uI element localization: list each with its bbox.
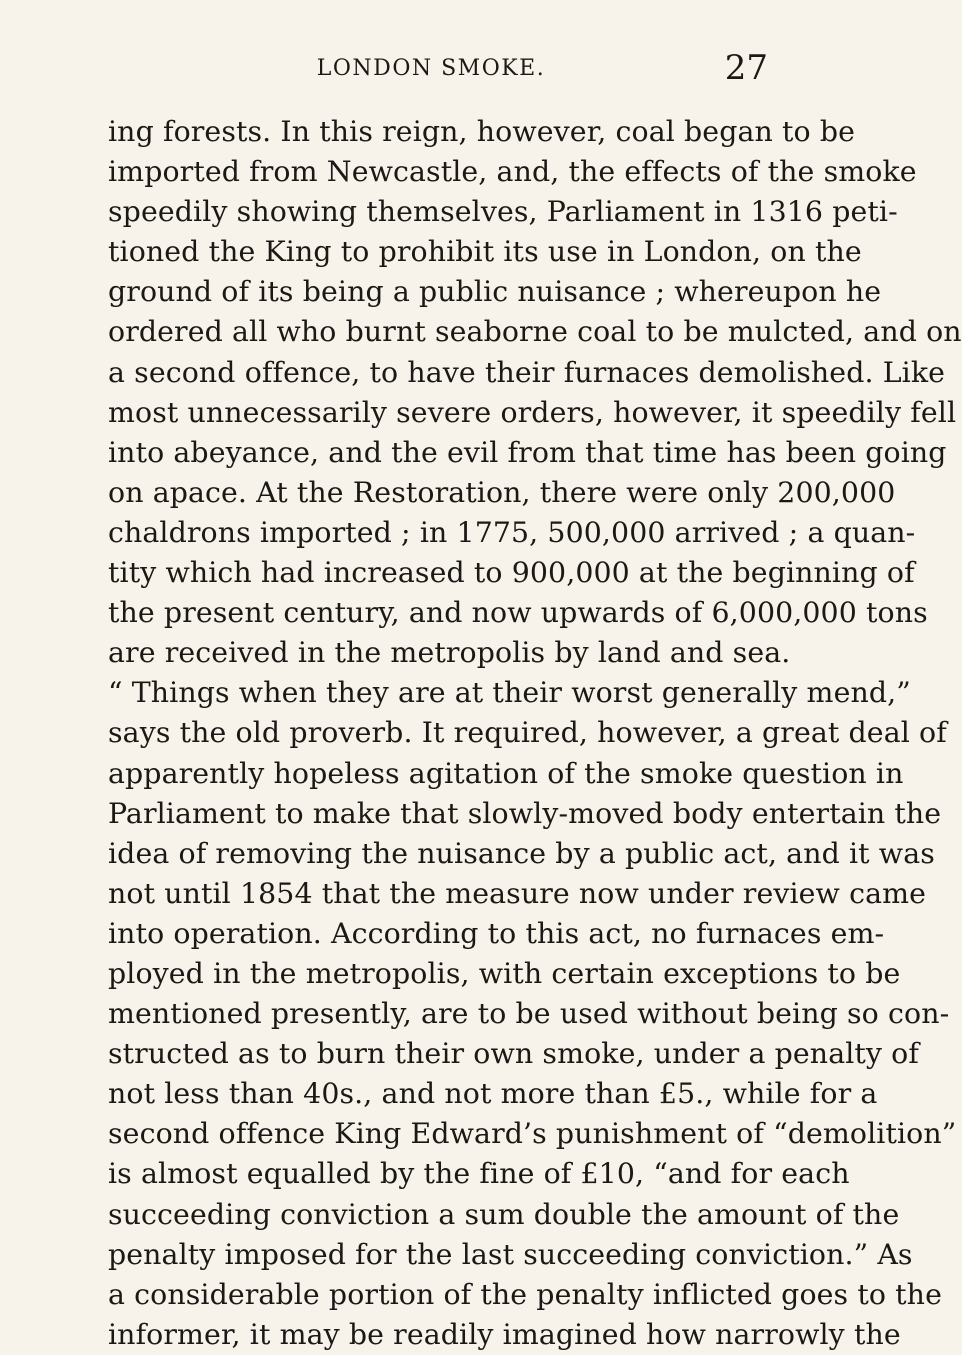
text-line: mentioned presently, are to be used without being so con- [108, 997, 950, 1031]
text-line: most unnecessarily severe orders, however, it speedily fell [108, 395, 957, 429]
text-line: are received in the metropolis by land and sea. [108, 636, 791, 670]
text-line: not until 1854 that the measure now under review came [108, 876, 927, 910]
running-title: LONDON SMOKE. [316, 56, 546, 81]
text-line: informer, it may be readily imagined how narrowly the [108, 1317, 901, 1351]
text-line: ordered all who burnt seaborne coal to be mulcted, and on [108, 315, 962, 349]
text-line: Parliament to make that slowly-moved body entertain the [108, 796, 942, 830]
text-line: apparently hopeless agitation of the smoke question in [108, 756, 904, 790]
text-line: into abeyance, and the evil from that time has been going [108, 435, 947, 469]
text-line: second offence King Edward’s punishment of “demolition” [108, 1117, 957, 1151]
text-line: the present century, and now upwards of 6,000,000 tons [108, 596, 928, 630]
text-line: is almost equalled by the fine of £10, “and for each [108, 1157, 850, 1191]
body-text [108, 112, 962, 1355]
text-line: idea of removing the nuisance by a public act, and it was [108, 836, 935, 870]
text-line: not less than 40s., and not more than £5., while for a [108, 1077, 878, 1111]
text-line: says the old proverb. It required, however, a great deal of [108, 716, 947, 750]
text-line: ployed in the metropolis, with certain exceptions to be [108, 956, 901, 990]
text-line: on apace. At the Restoration, there were only 200,000 [108, 475, 896, 509]
text-line: a second offence, to have their furnaces demolished. Like [108, 355, 946, 389]
page-number: 27 [724, 48, 768, 88]
text-line: speedily showing themselves, Parliament in 1316 peti- [108, 195, 898, 229]
text-line: penalty imposed for the last succeeding conviction.” As [108, 1237, 913, 1271]
text-line: a considerable portion of the penalty inflicted goes to the [108, 1277, 942, 1311]
text-line: tioned the King to prohibit its use in London, on the [108, 235, 862, 269]
text-line: into operation. According to this act, no furnaces em- [108, 916, 885, 950]
text-line: imported from Newcastle, and, the effects of the smoke [108, 155, 917, 189]
text-line: chaldrons imported ; in 1775, 500,000 arrived ; a quan- [108, 515, 916, 549]
text-line: succeeding conviction a sum double the amount of the [108, 1197, 900, 1231]
text-line: structed as to burn their own smoke, under a penalty of [108, 1037, 919, 1071]
text-line: ing forests. In this reign, however, coal began to be [108, 115, 856, 148]
text-line: ground of its being a public nuisance ; whereupon he [108, 275, 882, 309]
running-head [92, 48, 770, 88]
text-line: “ Things when they are at their worst generally mend,” [108, 676, 911, 710]
text-line: tity which had increased to 900,000 at the beginning of [108, 556, 915, 590]
